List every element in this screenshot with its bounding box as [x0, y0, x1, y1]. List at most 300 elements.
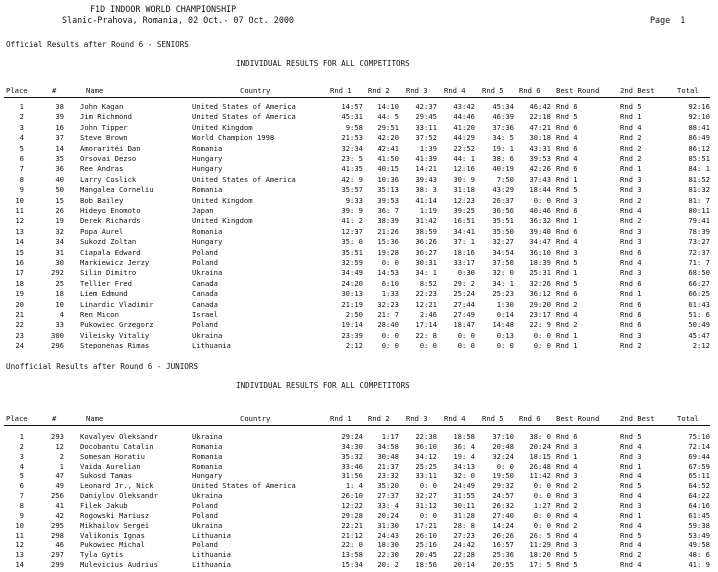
cell-total: 61:43 — [688, 299, 710, 309]
cell-rnd5: 1:30 — [496, 299, 514, 309]
cell-rnd2: 14:53 — [377, 268, 399, 278]
cell-place: 23 — [15, 330, 24, 340]
cell-name: Silin Dimitro — [80, 268, 137, 278]
cell-rnd4: 32: 0 — [453, 471, 475, 481]
cell-place: 13 — [15, 550, 24, 560]
cell-second-best: Rnd 1 — [620, 289, 642, 299]
cell-number: 41 — [55, 500, 64, 510]
cell-rnd2: 0: 0 — [381, 330, 399, 340]
cell-rnd6: 34:47 — [529, 237, 551, 247]
table-row — [0, 123, 718, 132]
cell-rnd4: 31:18 — [453, 185, 475, 195]
cell-country: Poland — [192, 500, 218, 510]
cell-rnd2: 6:10 — [381, 278, 399, 288]
cell-rnd3: 22: 8 — [415, 330, 437, 340]
cell-rnd2: 24:43 — [377, 530, 399, 540]
cell-name: Rogowski Mariusz — [80, 510, 150, 520]
cell-number: 38 — [55, 102, 64, 111]
cell-rnd3: 31:42 — [415, 216, 437, 226]
cell-rnd1: 30:13 — [341, 289, 363, 299]
cell-rnd4: 25:24 — [453, 289, 475, 299]
cell-place: 5 — [19, 471, 24, 481]
cell-rnd4: 28: 8 — [453, 520, 475, 530]
cell-number: 1 — [59, 461, 64, 471]
cell-rnd1: 2:50 — [345, 310, 363, 319]
cell-name: Hideyo Enomoto — [80, 206, 141, 215]
cell-rnd4: 37: 1 — [453, 237, 475, 247]
column-header-name: Name — [86, 414, 104, 423]
cell-rnd2: 20: 2 — [377, 560, 399, 570]
cell-rnd4: 31:55 — [453, 491, 475, 501]
cell-rnd6: 47:21 — [529, 122, 551, 132]
cell-second-best: Rnd 3 — [620, 237, 642, 247]
cell-rnd4: 44:29 — [453, 133, 475, 143]
cell-rnd5: 25:36 — [492, 550, 514, 560]
cell-total: 64:22 — [688, 491, 710, 501]
cell-rnd2: 40:15 — [377, 164, 399, 174]
table-row — [0, 481, 718, 490]
cell-rnd2: 34:58 — [377, 441, 399, 451]
cell-name: Tellier Fred — [80, 278, 132, 288]
cell-rnd5: 43:29 — [492, 185, 514, 195]
cell-number: 15 — [55, 195, 64, 205]
cell-total: 86:49 — [688, 133, 710, 143]
cell-country: Romania — [192, 451, 223, 461]
cell-rnd1: 24:20 — [341, 278, 363, 288]
cell-rnd3: 1:39 — [419, 143, 437, 153]
cell-second-best: Rnd 2 — [620, 550, 642, 560]
cell-rnd4: 30:11 — [453, 500, 475, 510]
cell-rnd2: 41:50 — [377, 154, 399, 163]
column-header-rnd6: Rnd 6 — [519, 414, 541, 423]
cell-second-best: Rnd 1 — [620, 164, 642, 174]
cell-name: Markiewicz Jerzy — [80, 258, 150, 267]
cell-total: 81:32 — [688, 185, 710, 195]
cell-country: Poland — [192, 510, 218, 520]
table-row — [0, 175, 718, 184]
cell-best-round: Rnd 5 — [556, 550, 578, 560]
cell-rnd1: 12:22 — [341, 500, 363, 510]
cell-rnd1: 29:24 — [341, 432, 363, 441]
table-row — [0, 511, 718, 520]
cell-rnd3: 38:59 — [415, 226, 437, 236]
cell-country: Canada — [192, 289, 218, 299]
cell-country: Hungary — [192, 237, 223, 247]
table-row — [0, 540, 718, 549]
cell-number: 18 — [55, 289, 64, 299]
cell-country: Israel — [192, 310, 218, 319]
cell-number: 297 — [51, 550, 64, 560]
cell-rnd6: 40:46 — [529, 206, 551, 215]
cell-rnd5: 37:50 — [492, 258, 514, 267]
cell-rnd1: 29:28 — [341, 510, 363, 520]
cell-country: Hungary — [192, 471, 223, 481]
cell-place: 7 — [19, 164, 24, 174]
cell-place: 3 — [19, 451, 24, 461]
cell-place: 10 — [15, 520, 24, 530]
cell-number: 19 — [55, 216, 64, 226]
cell-name: Vileisky Vitaliy — [80, 330, 150, 340]
cell-rnd2: 42:41 — [377, 143, 399, 153]
cell-rnd6: 18:44 — [529, 185, 551, 195]
cell-second-best: Rnd 4 — [620, 491, 642, 501]
cell-best-round: Rnd 2 — [556, 320, 578, 330]
cell-rnd3: 22:23 — [415, 289, 437, 299]
cell-best-round: Rnd 4 — [556, 154, 578, 163]
cell-rnd1: 1: 4 — [345, 481, 363, 491]
cell-rnd4: 43:42 — [453, 102, 475, 111]
cell-rnd6: 23:17 — [529, 310, 551, 319]
cell-number: 47 — [55, 471, 64, 481]
column-header-place: Place — [6, 86, 28, 95]
cell-place: 3 — [19, 122, 24, 132]
table-row — [0, 331, 718, 340]
cell-total: 2:12 — [692, 341, 710, 351]
cell-rnd4: 18:58 — [453, 432, 475, 441]
cell-number: 34 — [55, 237, 64, 247]
cell-rnd6: 30:18 — [529, 133, 551, 143]
cell-total: 65:11 — [688, 471, 710, 481]
table-row — [0, 154, 718, 163]
cell-rnd3: 33:11 — [415, 471, 437, 481]
cell-place: 14 — [15, 560, 24, 570]
cell-rnd2: 39:53 — [377, 195, 399, 205]
cell-rnd4: 12:23 — [453, 195, 475, 205]
cell-country: Ukraina — [192, 268, 223, 278]
cell-rnd6: 25:31 — [529, 268, 551, 278]
cell-total: 80:11 — [688, 206, 710, 215]
cell-best-round: Rnd 2 — [556, 481, 578, 491]
cell-rnd6: 0: 0 — [533, 491, 551, 501]
cell-number: 4 — [59, 310, 64, 319]
cell-country: Ukraina — [192, 491, 223, 501]
cell-total: 51: 6 — [688, 310, 710, 319]
cell-name: Liem Edmund — [80, 289, 128, 299]
cell-best-round: Rnd 1 — [556, 174, 578, 184]
column-header-rnd5: Rnd 5 — [482, 414, 504, 423]
cell-rnd5: 35:50 — [492, 226, 514, 236]
cell-rnd4: 39:25 — [453, 206, 475, 215]
cell-second-best: Rnd 6 — [620, 278, 642, 288]
cell-rnd5: 38: 6 — [492, 154, 514, 163]
cell-country: Lithuania — [192, 530, 231, 540]
column-header-best-round: Best Round — [556, 86, 600, 95]
cell-rnd6: 26: 5 — [529, 530, 551, 540]
cell-rnd4: 44:46 — [453, 112, 475, 122]
cell-place: 5 — [19, 143, 24, 153]
cell-rnd4: 22:52 — [453, 143, 475, 153]
cell-rnd3: 30:31 — [415, 258, 437, 267]
cell-rnd2: 15:36 — [377, 237, 399, 247]
cell-second-best: Rnd 5 — [620, 530, 642, 540]
cell-total: 81:52 — [688, 174, 710, 184]
cell-country: United States of America — [192, 112, 296, 122]
cell-rnd5: 26:32 — [492, 500, 514, 510]
cell-place: 12 — [15, 216, 24, 226]
cell-number: 256 — [51, 491, 64, 501]
cell-rnd4: 36: 4 — [453, 441, 475, 451]
cell-best-round: Rnd 6 — [556, 143, 578, 153]
table-row — [0, 300, 718, 309]
cell-rnd5: 7:50 — [496, 174, 514, 184]
cell-rnd3: 34: 1 — [415, 268, 437, 278]
cell-second-best: Rnd 4 — [620, 122, 642, 132]
cell-rnd5: 0:13 — [496, 330, 514, 340]
cell-rnd1: 23:39 — [341, 330, 363, 340]
column-header-rnd4: Rnd 4 — [444, 414, 466, 423]
cell-total: 88:41 — [688, 122, 710, 132]
cell-second-best: Rnd 6 — [620, 320, 642, 330]
cell-rnd1: 41:35 — [341, 164, 363, 174]
column-header-second-best: 2nd Best — [620, 86, 655, 95]
cell-rnd4: 34:41 — [453, 226, 475, 236]
cell-best-round: Rnd 6 — [556, 122, 578, 132]
cell-second-best: Rnd 3 — [620, 330, 642, 340]
cell-name: Mulevicius Audrius — [80, 560, 158, 570]
column-header-rnd6: Rnd 6 — [519, 86, 541, 95]
cell-country: Romania — [192, 441, 223, 451]
cell-name: Pukowiec Grzegorz — [80, 320, 154, 330]
cell-best-round: Rnd 6 — [556, 226, 578, 236]
cell-rnd1: 2:12 — [345, 341, 363, 351]
cell-best-round: Rnd 2 — [556, 500, 578, 510]
cell-rnd3: 33:11 — [415, 122, 437, 132]
cell-rnd5: 14:48 — [492, 320, 514, 330]
column-header-rnd3: Rnd 3 — [406, 86, 428, 95]
cell-rnd6: 11:42 — [529, 471, 551, 481]
cell-rnd6: 0: 0 — [533, 341, 551, 351]
cell-number: 33 — [55, 320, 64, 330]
cell-name: Linardic Vladimir — [80, 299, 154, 309]
column-header-country: Country — [240, 86, 271, 95]
cell-place: 18 — [15, 278, 24, 288]
cell-place: 7 — [19, 491, 24, 501]
table-row — [0, 258, 718, 267]
cell-place: 6 — [19, 154, 24, 163]
cell-best-round: Rnd 4 — [556, 510, 578, 520]
cell-rnd2: 38:39 — [377, 216, 399, 226]
column-header-best-round: Best Round — [556, 414, 600, 423]
cell-rnd4: 27:44 — [453, 299, 475, 309]
cell-number: 10 — [55, 299, 64, 309]
cell-best-round: Rnd 6 — [556, 206, 578, 215]
cell-place: 11 — [15, 530, 24, 540]
cell-rnd3: 42:37 — [415, 102, 437, 111]
cell-rnd1: 26:10 — [341, 491, 363, 501]
cell-rnd6: 36:12 — [529, 289, 551, 299]
cell-total: 53:49 — [688, 530, 710, 540]
cell-rnd1: 15:34 — [341, 560, 363, 570]
cell-rnd2: 21: 7 — [377, 310, 399, 319]
cell-total: 64:16 — [688, 500, 710, 510]
cell-country: World Champion 1998 — [192, 133, 275, 143]
cell-best-round: Rnd 6 — [556, 102, 578, 111]
cell-number: 30 — [55, 258, 64, 267]
cell-rnd5: 32:24 — [492, 451, 514, 461]
cell-rnd2: 0: 0 — [381, 341, 399, 351]
cell-total: 73:27 — [688, 237, 710, 247]
cell-rnd5: 45:34 — [492, 102, 514, 111]
cell-place: 16 — [15, 258, 24, 267]
cell-number: 42 — [55, 510, 64, 520]
cell-rnd2: 21:37 — [377, 461, 399, 471]
cell-country: Canada — [192, 299, 218, 309]
cell-rnd2: 36: 7 — [377, 206, 399, 215]
cell-number: 293 — [51, 432, 64, 441]
cell-rnd6: 32:26 — [529, 278, 551, 288]
cell-best-round: Rnd 6 — [556, 432, 578, 441]
table-row — [0, 560, 718, 569]
cell-best-round: Rnd 5 — [556, 560, 578, 570]
cell-rnd6: 42:26 — [529, 164, 551, 174]
cell-rnd3: 18:56 — [415, 560, 437, 570]
cell-rnd2: 30:48 — [377, 451, 399, 461]
cell-name: Larry Coslick — [80, 174, 137, 184]
cell-best-round: Rnd 4 — [556, 237, 578, 247]
cell-rnd3: 34:12 — [415, 451, 437, 461]
cell-name: Orsovai Dezso — [80, 154, 137, 163]
cell-total: 69:44 — [688, 451, 710, 461]
cell-rnd6: 0: 0 — [533, 195, 551, 205]
cell-second-best: Rnd 4 — [620, 540, 642, 550]
cell-rnd2: 18:30 — [377, 540, 399, 550]
cell-country: United States of America — [192, 481, 296, 491]
table-row — [0, 206, 718, 215]
cell-second-best: Rnd 3 — [620, 226, 642, 236]
cell-rnd6: 0: 0 — [533, 330, 551, 340]
cell-rnd3: 39:43 — [415, 174, 437, 184]
seniors-column-header — [0, 86, 718, 96]
table-row — [0, 268, 718, 277]
cell-rnd1: 21:12 — [341, 530, 363, 540]
cell-best-round: Rnd 5 — [556, 185, 578, 195]
cell-rnd2: 33: 4 — [377, 500, 399, 510]
cell-place: 6 — [19, 481, 24, 491]
cell-place: 4 — [19, 133, 24, 143]
cell-number: 50 — [55, 185, 64, 195]
cell-best-round: Rnd 1 — [556, 330, 578, 340]
cell-second-best: Rnd 4 — [620, 520, 642, 530]
cell-country: Hungary — [192, 164, 223, 174]
cell-best-round: Rnd 5 — [556, 112, 578, 122]
cell-rnd3: 20:45 — [415, 550, 437, 560]
cell-name: Docobantu Catalin — [80, 441, 154, 451]
cell-rnd6: 17: 5 — [529, 560, 551, 570]
cell-total: 49:58 — [688, 540, 710, 550]
cell-best-round: Rnd 3 — [556, 441, 578, 451]
cell-rnd5: 20:55 — [492, 560, 514, 570]
column-header-total: Total — [677, 86, 699, 95]
table-row — [0, 144, 718, 153]
cell-name: Kovalyev Oleksandr — [80, 432, 158, 441]
cell-place: 4 — [19, 461, 24, 471]
cell-rnd4: 24:42 — [453, 540, 475, 550]
cell-place: 13 — [15, 226, 24, 236]
cell-best-round: Rnd 2 — [556, 299, 578, 309]
cell-rnd3: 37:52 — [415, 133, 437, 143]
cell-place: 2 — [19, 441, 24, 451]
cell-name: Mikhailov Sergei — [80, 520, 150, 530]
cell-country: United States of America — [192, 174, 296, 184]
cell-rnd5: 26:37 — [492, 195, 514, 205]
cell-rnd4: 12:16 — [453, 164, 475, 174]
cell-name: Jim Richmond — [80, 112, 132, 122]
cell-name: Amoraritéi Dan — [80, 143, 141, 153]
table-row — [0, 227, 718, 236]
cell-country: Lithuania — [192, 560, 231, 570]
cell-name: Filek Jakub — [80, 500, 128, 510]
cell-rnd1: 9:33 — [345, 195, 363, 205]
cell-rnd1: 32:59 — [341, 258, 363, 267]
cell-rnd1: 21:19 — [341, 299, 363, 309]
cell-total: 81: 7 — [688, 195, 710, 205]
cell-name: Popa Aurel — [80, 226, 124, 236]
cell-country: United States of America — [192, 102, 296, 111]
cell-best-round: Rnd 1 — [556, 341, 578, 351]
cell-rnd4: 18:47 — [453, 320, 475, 330]
cell-rnd3: 36:10 — [415, 441, 437, 451]
column-header-rnd3: Rnd 3 — [406, 414, 428, 423]
cell-rnd5: 36:56 — [492, 206, 514, 215]
cell-second-best: Rnd 3 — [620, 174, 642, 184]
cell-country: Ukraina — [192, 432, 223, 441]
cell-rnd2: 14:10 — [377, 102, 399, 111]
cell-best-round: Rnd 4 — [556, 310, 578, 319]
cell-rnd5: 37:36 — [492, 122, 514, 132]
cell-best-round: Rnd 3 — [556, 247, 578, 257]
seniors-table-title: INDIVIDUAL RESULTS FOR ALL COMPETITORS — [236, 59, 410, 68]
cell-total: 84: 1 — [688, 164, 710, 174]
table-row — [0, 196, 718, 205]
cell-number: 296 — [51, 341, 64, 351]
cell-place: 22 — [15, 320, 24, 330]
cell-rnd4: 33:17 — [453, 258, 475, 267]
cell-total: 71: 7 — [688, 258, 710, 267]
table-row — [0, 164, 718, 173]
cell-rnd5: 35:51 — [492, 216, 514, 226]
cell-country: Lithuania — [192, 341, 231, 351]
cell-total: 86:12 — [688, 143, 710, 153]
cell-total: 92:10 — [688, 112, 710, 122]
cell-second-best: Rnd 1 — [620, 112, 642, 122]
cell-rnd1: 42: 9 — [341, 174, 363, 184]
cell-name: Ciapala Edward — [80, 247, 141, 257]
cell-second-best: Rnd 6 — [620, 247, 642, 257]
cell-name: Mangalea Corneliu — [80, 185, 154, 195]
cell-rnd2: 29:51 — [377, 122, 399, 132]
juniors-header-rule — [4, 425, 710, 426]
cell-rnd3: 41:14 — [415, 195, 437, 205]
column-header-rnd4: Rnd 4 — [444, 86, 466, 95]
cell-rnd4: 22:28 — [453, 550, 475, 560]
cell-total: 41: 9 — [688, 560, 710, 570]
cell-rnd1: 22: 0 — [341, 540, 363, 550]
cell-number: 40 — [55, 174, 64, 184]
table-row — [0, 237, 718, 246]
cell-name: Tyla Gytis — [80, 550, 124, 560]
cell-total: 92:16 — [688, 102, 710, 111]
cell-rnd6: 29:20 — [529, 299, 551, 309]
cell-rnd3: 26:10 — [415, 530, 437, 540]
cell-place: 2 — [19, 112, 24, 122]
cell-place: 9 — [19, 510, 24, 520]
cell-best-round: Rnd 3 — [556, 491, 578, 501]
cell-rnd2: 28:40 — [377, 320, 399, 330]
column-header-name: Name — [86, 86, 104, 95]
cell-rnd1: 39: 9 — [341, 206, 363, 215]
cell-rnd6: 36:10 — [529, 247, 551, 257]
cell-rnd4: 27:49 — [453, 310, 475, 319]
